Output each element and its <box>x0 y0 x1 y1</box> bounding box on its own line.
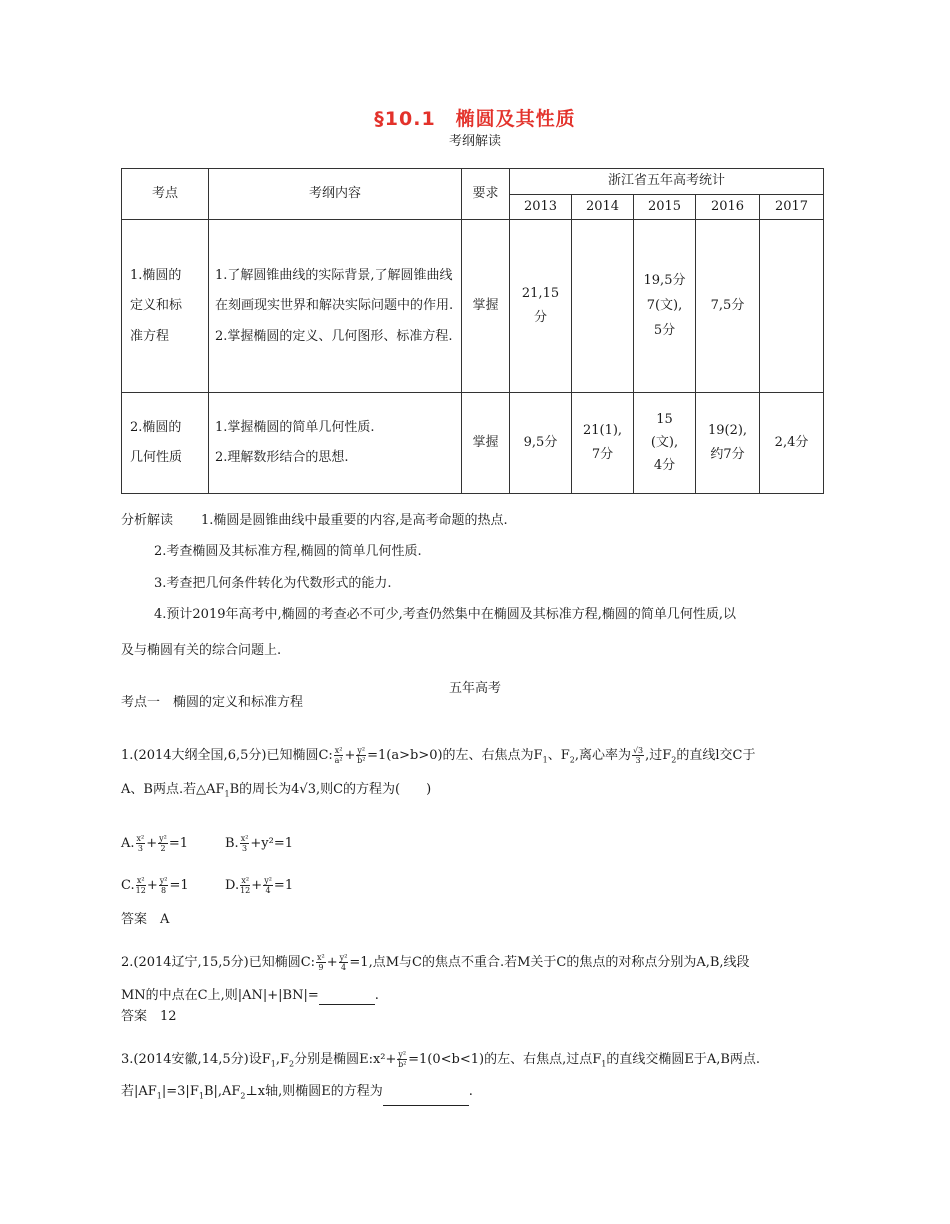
header-year: 2013 <box>510 194 572 220</box>
cell-text: 21,15分 <box>521 285 560 326</box>
question-3-line-2 <box>121 1083 831 1106</box>
row-year-cell <box>572 220 634 393</box>
denominator: 4 <box>340 963 347 972</box>
subscript: 2 <box>569 755 575 765</box>
analysis-item: 1.椭圆是圆锥曲线中最重要的内容,是高考命题的热点. <box>201 513 508 528</box>
text: =1(0<b<1)的左、右焦点,过点F <box>408 1052 602 1067</box>
page-title: §10.1 椭圆及其性质 <box>374 108 576 130</box>
subscript: 1 <box>156 1091 162 1101</box>
text: ,则C的方程为( ) <box>315 782 432 797</box>
header-requirement: 要求 <box>462 169 510 220</box>
answer-blank[interactable] <box>319 992 375 1005</box>
row-requirement: 掌握 <box>462 220 510 393</box>
numerator: x² <box>136 834 145 843</box>
row-year-cell: 7,5分 <box>696 220 760 393</box>
fraction <box>158 834 168 853</box>
subscript: 1 <box>270 1059 276 1069</box>
question-2-line-1: 2.(2014辽宁,15,5分)已知椭圆C: $\frac{\text{x²}}{9}$ + $\frac{\text{y²}}{4}$ =1,点M与C的焦点不重合.若M关于C的焦点的对称点分别为A,B,线段 <box>121 953 750 972</box>
subscript: 1 <box>198 1091 204 1101</box>
option-c: C. $\frac{\text{x²}}{12}$ + $\frac{\text{y²}}{8}$ =1 <box>121 876 189 895</box>
numerator: y² <box>159 834 167 843</box>
numerator: y² <box>398 1050 407 1059</box>
answer-2: 答案 12 <box>121 1009 177 1024</box>
page-subtitle: 考纲解读 <box>448 134 501 149</box>
denominator: 8 <box>161 886 167 895</box>
text: =1,点M与C的焦点不重合.若M关于C的焦点的对称点分别为A,B,线段 <box>349 955 750 970</box>
header-point: 考点 <box>122 169 209 220</box>
fraction <box>632 746 644 765</box>
row-year-cell: 9,5分 <box>510 393 572 494</box>
row-year-cell <box>760 220 824 393</box>
question-3-line-1 <box>121 1050 831 1074</box>
header-content: 考纲内容 <box>209 169 462 220</box>
option-label: D. <box>225 878 240 893</box>
fraction <box>240 876 250 895</box>
fraction <box>339 953 349 972</box>
row-year-cell: 2,4分 <box>760 393 824 494</box>
text: |=3|F <box>161 1084 199 1099</box>
subscript: 1 <box>224 789 230 799</box>
denominator: 2 <box>160 844 166 853</box>
analysis-line <box>121 512 831 530</box>
text: =1 <box>273 878 294 893</box>
text: +y²=1 <box>250 836 294 851</box>
text: 3.(2014安徽,14,5分)设F <box>121 1052 271 1067</box>
option-b <box>225 834 365 853</box>
analysis-item: 及与椭圆有关的综合问题上. <box>121 643 282 658</box>
denominator: 4 <box>265 886 271 895</box>
numerator: x² <box>136 876 145 885</box>
denominator: 3 <box>635 756 641 765</box>
answer-blank[interactable] <box>383 1093 469 1106</box>
exam-outline-table <box>121 168 824 494</box>
text: B|,AF <box>203 1084 241 1099</box>
section-heading: 五年高考 <box>448 681 501 696</box>
kaodian-heading: 考点一 椭圆的定义和标准方程 <box>121 695 304 710</box>
text: ,F <box>275 1052 289 1067</box>
row-year-cell: 19(2), 约7分 <box>696 393 760 494</box>
numerator: y² <box>357 746 366 755</box>
text: 、F <box>547 748 570 763</box>
fraction <box>240 834 250 853</box>
text: 的直线l交C于 <box>676 748 756 763</box>
numerator: x² <box>241 876 250 885</box>
header-year: 2015 <box>634 194 696 220</box>
question-1-line-1: 1.(2014大纲全国,6,5分)已知椭圆C: $\frac{\text{x²}}{\text{a²}}$ + $\frac{\text{y²}}{\text{b²}}$ =1(a>b>0)的左、右焦点为$F_1$、$F_2$,离心率为 $\frac{√3}{3}$ ,过$F_2$的直线l交C于 <box>121 746 756 765</box>
subscript: 2 <box>288 1059 295 1069</box>
analysis-item: 3.考查把几何条件转化为代数形式的能力. <box>154 576 392 591</box>
analysis-item: 4.预计2019年高考中,椭圆的考查必不可少,考查仍然集中在椭圆及其标准方程,椭圆的简单几何性质,以 <box>154 607 737 622</box>
fraction <box>136 834 146 853</box>
denominator: 12 <box>240 886 251 895</box>
fraction <box>334 746 344 765</box>
fraction <box>356 746 366 765</box>
text: √3 <box>299 782 316 797</box>
numerator: y² <box>339 953 348 962</box>
text: =1 <box>169 878 189 893</box>
denominator: a² <box>334 756 343 765</box>
fraction <box>136 876 146 895</box>
row-year-cell <box>510 220 572 393</box>
numerator: √3 <box>632 746 644 755</box>
row-point <box>122 393 209 494</box>
option-label: A. <box>121 836 135 851</box>
text: . <box>468 1084 473 1099</box>
numerator: x² <box>317 953 325 962</box>
text: ,离心率为 <box>574 748 631 763</box>
subscript: 1 <box>601 1059 607 1069</box>
analysis-item: 2.考查椭圆及其标准方程,椭圆的简单几何性质. <box>154 544 422 559</box>
row-requirement: 掌握 <box>462 393 510 494</box>
text: 若|AF <box>121 1084 157 1099</box>
fraction <box>397 1050 407 1069</box>
text: A、B两点.若△AF <box>121 782 225 797</box>
denominator: b² <box>357 756 366 765</box>
text: 1.(2014大纲全国,6,5分)已知椭圆C: <box>121 748 333 763</box>
fraction <box>263 876 273 895</box>
row-point <box>122 220 209 393</box>
subscript: 2 <box>671 755 677 765</box>
denominator: 9 <box>318 963 324 972</box>
row-year-cell: 19,5分 7(文), 5分 <box>634 220 696 393</box>
option-a: A. $\frac{\text{x²}}{3}$ + $\frac{\text{y²}}{2}$ =1 <box>121 834 189 853</box>
answer-1: 答案 A <box>121 912 170 927</box>
row-year-cell: 21(1), 7分 <box>572 393 634 494</box>
numerator: y² <box>159 876 168 885</box>
denominator: 3 <box>242 844 248 853</box>
cell-text: 1.了解圆锥曲线的实际背景,了解圆锥曲线在刻画现实世界和解决实际问题中的作用. 2.掌握椭圆的定义、几何图形、标准方程. <box>215 267 454 344</box>
denominator: b² <box>398 1060 407 1069</box>
header-stats: 浙江省五年高考统计 <box>510 169 824 195</box>
option-d: D. $\frac{\text{x²}}{12}$ + $\frac{\text{y²}}{4}$ =1 <box>225 876 294 895</box>
fraction <box>159 876 169 895</box>
text: ,过F <box>645 748 672 763</box>
text: B的周长为4 <box>229 782 300 797</box>
subscript: 1 <box>542 755 548 765</box>
text: =1(a>b>0)的左、右焦点为F <box>367 748 543 763</box>
numerator: x² <box>334 746 343 755</box>
option-label: C. <box>121 878 135 893</box>
cell-text: 1.椭圆的定义和标准方程 <box>130 267 183 344</box>
cell-text: 2.椭圆的几何性质 <box>130 419 183 466</box>
denominator: 3 <box>137 844 143 853</box>
text: . <box>374 988 379 1003</box>
text: =1 <box>168 836 189 851</box>
numerator: y² <box>264 876 272 885</box>
row-year-cell: 15 (文), 4分 <box>634 393 696 494</box>
header-year: 2014 <box>572 194 634 220</box>
denominator: 12 <box>135 886 146 895</box>
row-content: 1.掌握椭圆的简单几何性质. 2.理解数形结合的思想. <box>209 393 462 494</box>
text: ⊥x轴,则椭圆E的方程为 <box>245 1084 383 1099</box>
text: MN的中点在C上,则|AN|+|BN|= <box>121 988 319 1003</box>
row-content <box>209 220 462 393</box>
question-2-line-2 <box>121 987 831 1005</box>
header-year: 2017 <box>760 194 824 220</box>
subscript: 2 <box>240 1091 246 1101</box>
text: 分别是椭圆E:x²+ <box>294 1052 397 1067</box>
numerator: x² <box>240 834 249 843</box>
header-year: 2016 <box>696 194 760 220</box>
analysis-label: 分析解读 <box>121 513 174 528</box>
question-1-line-2 <box>121 781 831 804</box>
text: 的直线交椭圆E于A,B两点. <box>606 1052 761 1067</box>
text: 2.(2014辽宁,15,5分)已知椭圆C: <box>121 955 316 970</box>
fraction <box>316 953 326 972</box>
option-label: B. <box>225 836 239 851</box>
